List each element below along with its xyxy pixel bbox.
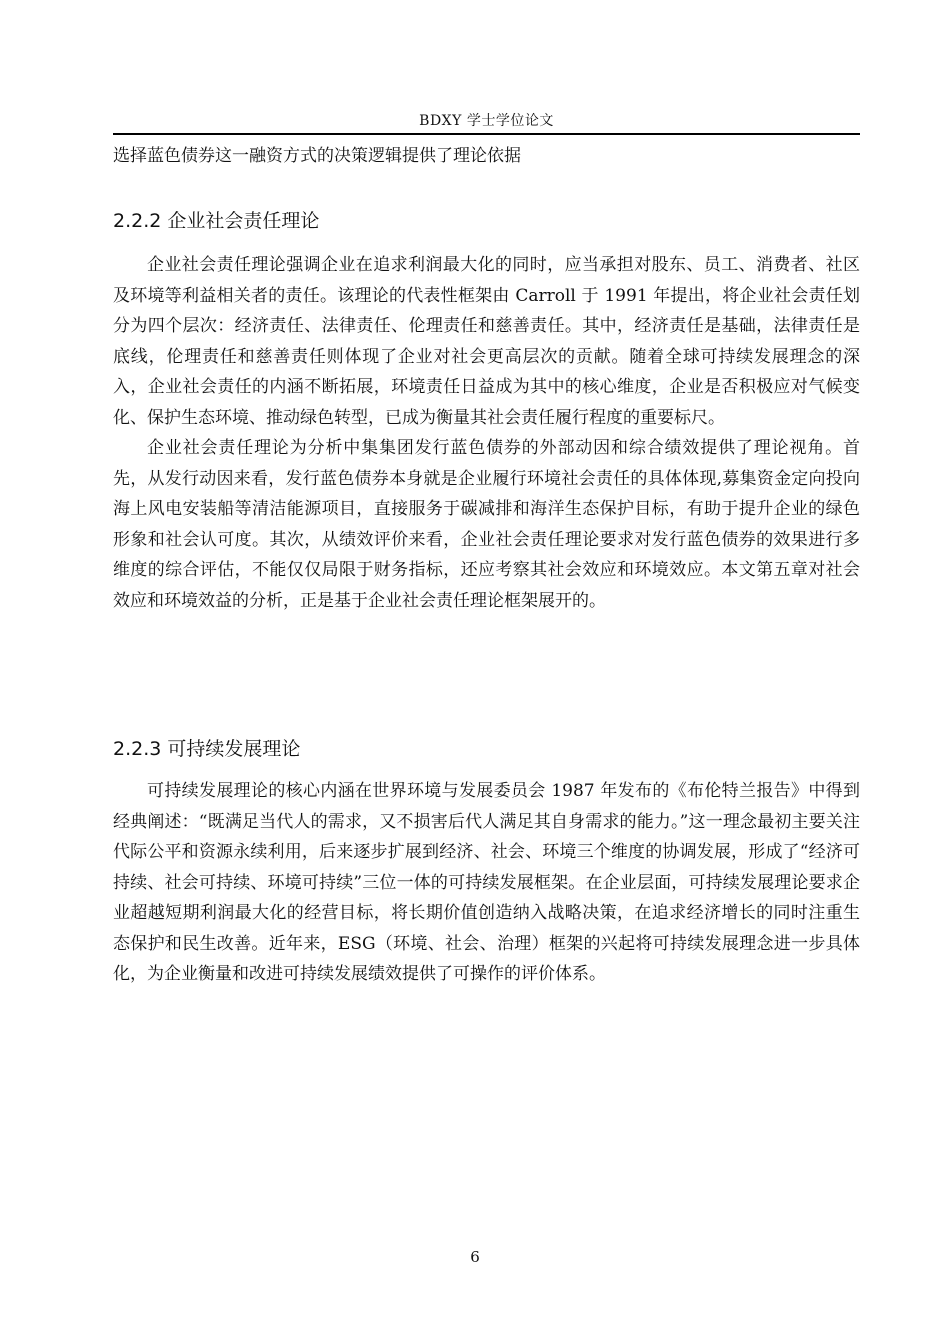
header-divider [113, 133, 860, 135]
paragraph-sustainability-theory: 可持续发展理论的核心内涵在世界环境与发展委员会 1987 年发布的《布伦特兰报告》中得到经典阐述：“既满足当代人的需求，又不损害后代人满足其自身需求的能力。”这一理念最初主要关注代际公平和资源永续利用，后来逐步扩展到经济、社会、环境三个维度的协调发展，形成了“经济可持续、社会可持续、环境可持续”三位一体的可持续发展框架。在企业层面，可持续发展理论要求企业超越短期利润最大化的经营目标，将长期价值创造纳入战略决策，在追求经济增长的同时注重生态保护和民生改善。近年来，ESG（环境、社会、治理）框架的兴起将可持续发展理念进一步具体化，为企业衡量和改进可持续发展绩效提供了可操作的评价体系。 [113, 781, 860, 984]
continued-paragraph [113, 141, 860, 172]
running-header-title: BDXY 学士学位论文 [419, 113, 554, 129]
page-number: 6 [470, 1248, 480, 1266]
section-heading-2-2-3: 2.2.3 可持续发展理论 [113, 738, 301, 760]
paragraph-text: 选择蓝色债券这一融资方式的决策逻辑提供了理论依据 [113, 146, 521, 166]
paragraph-csr-application: 企业社会责任理论为分析中集集团发行蓝色债券的外部动因和综合绩效提供了理论视角。首先，从发行动因来看，发行蓝色债券本身就是企业履行环境社会责任的具体体现,募集资金定向投向海上风电安装船等清洁能源项目，直接服务于碳减排和海洋生态保护目标，有助于提升企业的绿色形象和社会认可度。其次，从绩效评价来看，企业社会责任理论要求对发行蓝色债券的效果进行多维度的综合评估，不能仅仅局限于财务指标，还应考察其社会效应和环境效应。本文第五章对社会效应和环境效益的分析，正是基于企业社会责任理论框架展开的。 [113, 438, 860, 611]
section-body-2-2-3 [113, 776, 860, 990]
paragraph-csr-definition: 企业社会责任理论强调企业在追求利润最大化的同时，应当承担对股东、员工、消费者、社区及环境等利益相关者的责任。该理论的代表性框架由 Carroll 于 1991 年提出，将企业社会责任划分为四个层次：经济责任、法律责任、伦理责任和慈善责任。其中，经济责任是基础，法律责任是底线，伦理责任和慈善责任则体现了企业对社会更高层次的贡献。随着全球可持续发展理念的深入，企业社会责任的内涵不断拓展，环境责任日益成为其中的核心维度，企业是否积极应对气候变化、保护生态环境、推动绿色转型，已成为衡量其社会责任履行程度的重要标尺。 [113, 255, 860, 428]
section-body-2-2-2 [113, 250, 860, 616]
section-heading-2-2-2: 2.2.2 企业社会责任理论 [113, 210, 320, 232]
